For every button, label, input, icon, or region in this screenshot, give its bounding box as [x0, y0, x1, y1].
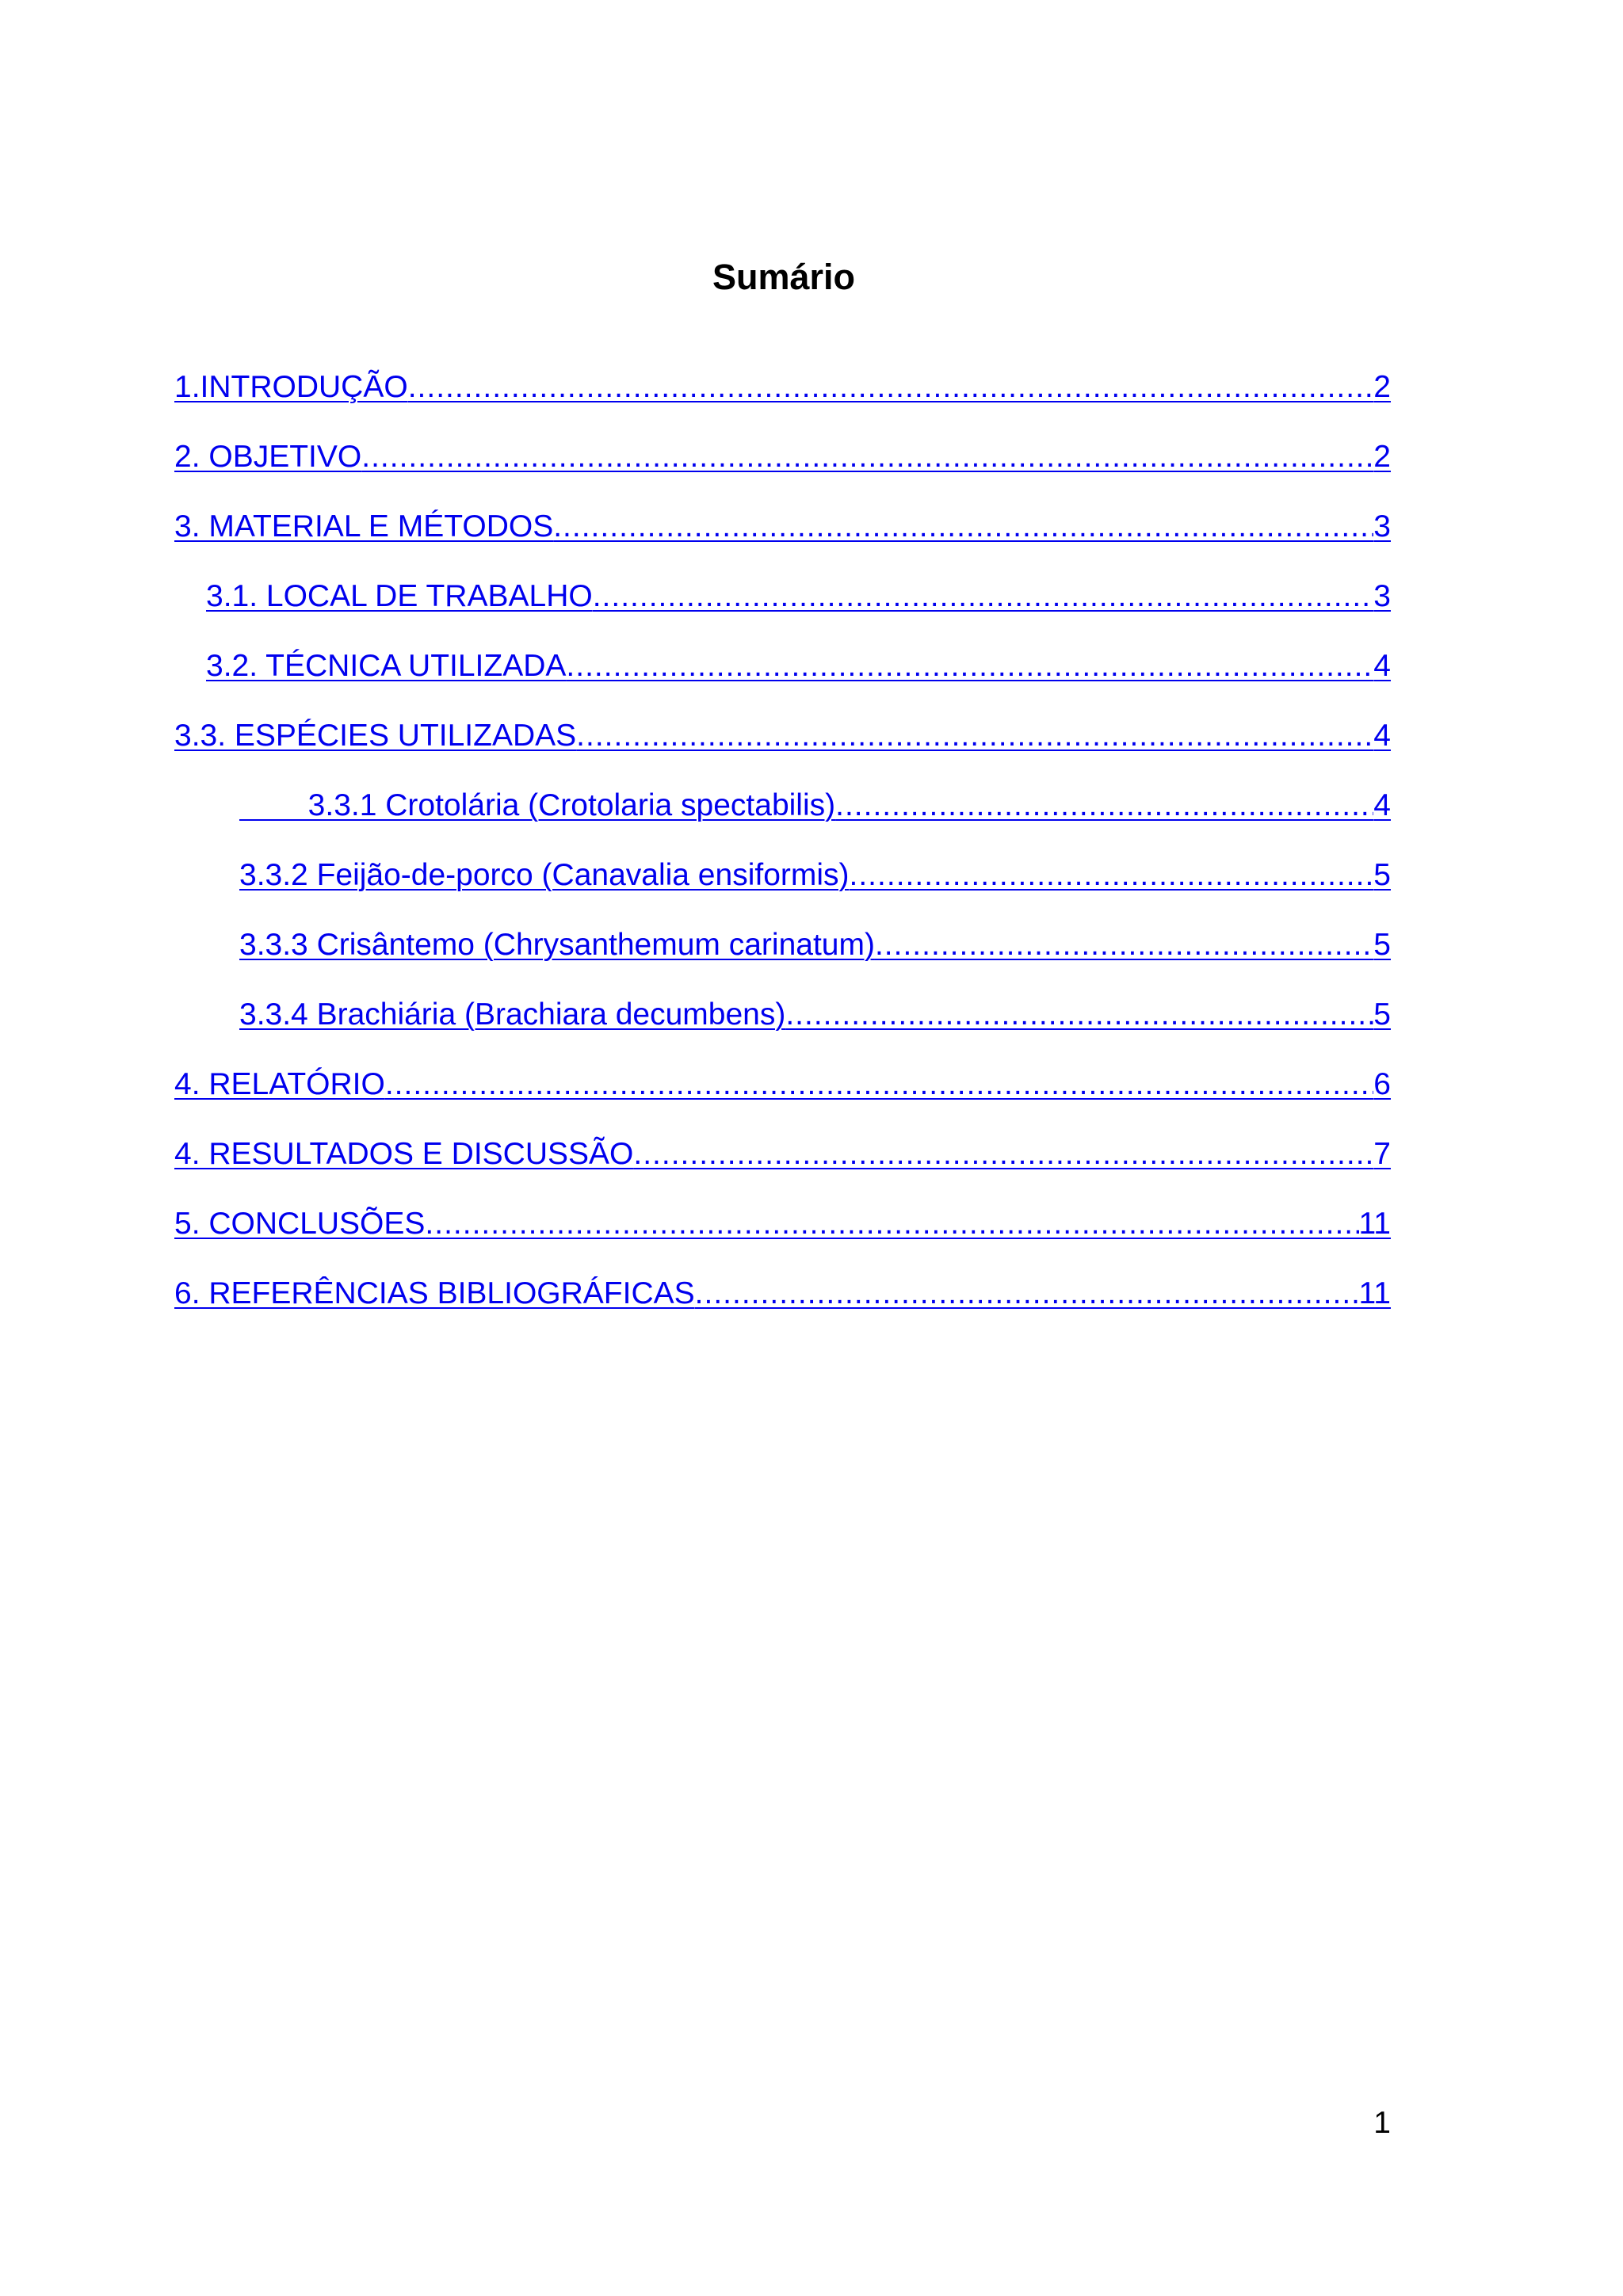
toc-page-number: 3 [1373, 579, 1391, 613]
toc-page-number: 4 [1373, 788, 1391, 822]
toc-page-number: 3 [1373, 509, 1391, 543]
toc-entry-label: 5. CONCLUSÕES [174, 1207, 426, 1241]
toc-leader-dots [695, 1274, 1359, 1314]
toc-entry-label: 3. MATERIAL E MÉTODOS [174, 509, 554, 543]
toc-entry-material-e-metodos[interactable] [174, 502, 1391, 547]
toc-entry-label: 3.3.3 Crisântemo (Chrysanthemum carinatum) [239, 928, 875, 962]
toc-page-number: 5 [1373, 997, 1391, 1032]
toc-leader-dots [593, 577, 1374, 616]
toc-entry-label: 2. OBJETIVO [174, 440, 362, 474]
toc-leader-dots [633, 1135, 1373, 1174]
toc-entry-local-de-trabalho[interactable] [206, 572, 1391, 616]
toc-page-number: 6 [1373, 1067, 1391, 1101]
toc-entry-label: 3.3.2 Feijão-de-porco (Canavalia ensiformis) [239, 858, 850, 892]
toc-entry-label: 1.INTRODUÇÃO [174, 370, 408, 404]
toc-entry-feijao-de-porco[interactable] [239, 851, 1391, 895]
table-of-contents [174, 0, 1391, 1347]
toc-page-number: 5 [1373, 928, 1391, 962]
toc-leader-dots [361, 437, 1373, 477]
toc-entry-conclusoes[interactable] [174, 1199, 1391, 1244]
toc-entry-especies-utilizadas[interactable] [174, 711, 1391, 756]
toc-leader-dots [566, 646, 1373, 686]
toc-page-number: 4 [1373, 649, 1391, 683]
toc-entry-label: 4. RELATÓRIO [174, 1067, 385, 1101]
toc-page-number: 2 [1373, 370, 1391, 404]
toc-entry-label: 3.3.4 Brachiária (Brachiara decumbens) [239, 997, 786, 1032]
toc-leader-dots [850, 856, 1374, 895]
toc-entry-introducao[interactable] [174, 363, 1391, 407]
toc-page-number: 5 [1373, 858, 1391, 892]
toc-entry-objetivo[interactable] [174, 433, 1391, 477]
toc-entry-label: 3.3. ESPÉCIES UTILIZADAS [174, 719, 577, 753]
toc-entry-label: 4. RESULTADOS E DISCUSSÃO [174, 1137, 634, 1171]
toc-page-number: 4 [1373, 719, 1391, 753]
toc-page-number: 7 [1373, 1137, 1391, 1171]
toc-entry-resultados-e-discussao[interactable] [174, 1130, 1391, 1174]
toc-entry-crotolaria[interactable] [239, 781, 1391, 826]
toc-entry-referencias-bibliograficas[interactable] [174, 1269, 1391, 1314]
toc-page-number: 11 [1358, 1276, 1391, 1310]
toc-entry-label: 6. REFERÊNCIAS BIBLIOGRÁFICAS [174, 1276, 695, 1310]
toc-page-number: 2 [1373, 440, 1391, 474]
toc-entry-tecnica-utilizada[interactable] [206, 642, 1391, 686]
page-number: 1 [1373, 2106, 1391, 2140]
toc-leader-dots [553, 507, 1373, 547]
toc-leader-dots [408, 368, 1374, 407]
toc-leader-dots [875, 925, 1373, 965]
toc-leader-dots [385, 1065, 1373, 1104]
toc-entry-crisantemo[interactable] [239, 921, 1391, 965]
toc-leader-dots [835, 786, 1373, 826]
toc-leader-dots [425, 1204, 1358, 1244]
toc-entry-label: 3.3.1 Crotolária (Crotolaria spectabilis) [239, 788, 836, 822]
page-title: Sumário [712, 257, 856, 297]
toc-entry-brachiaria[interactable] [239, 990, 1391, 1035]
toc-leader-dots [785, 995, 1373, 1035]
toc-entry-label: 3.2. TÉCNICA UTILIZADA [206, 649, 567, 683]
toc-leader-dots [576, 716, 1373, 756]
toc-page-number: 11 [1358, 1207, 1391, 1241]
toc-entry-label: 3.1. LOCAL DE TRABALHO [206, 579, 593, 613]
toc-entry-relatorio[interactable] [174, 1060, 1391, 1104]
